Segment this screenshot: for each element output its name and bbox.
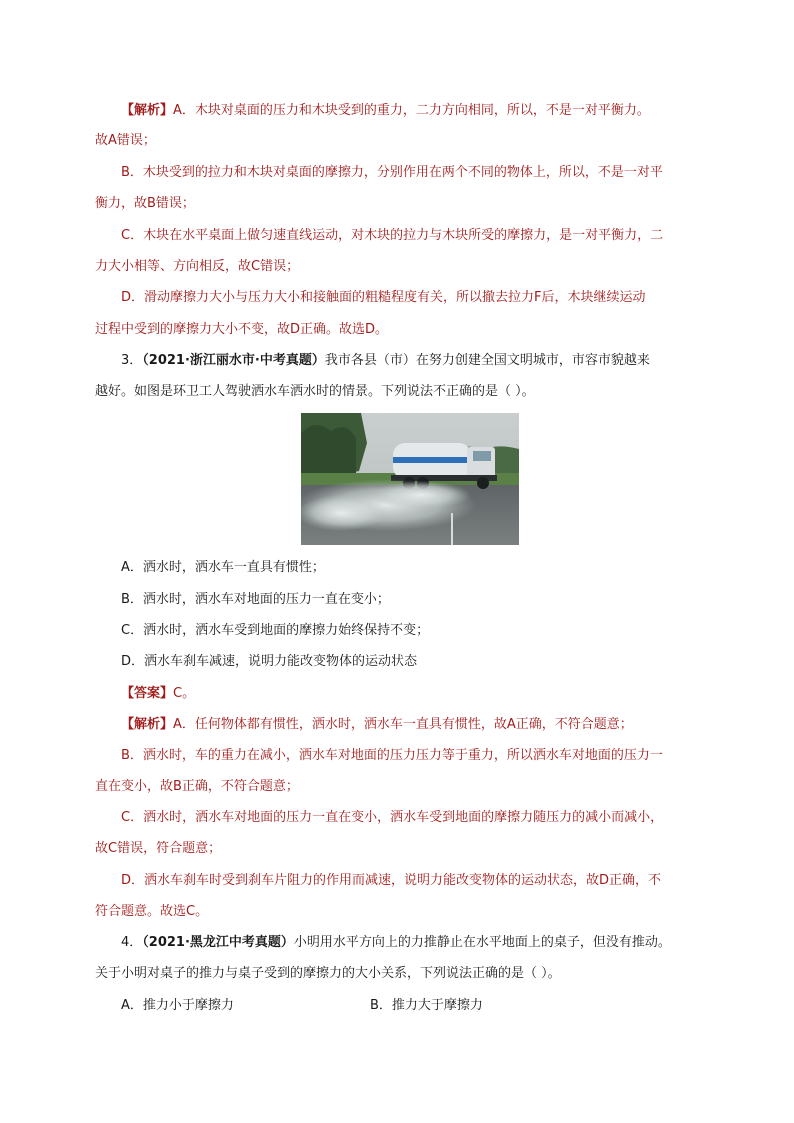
q3-option-c: C．洒水时，洒水车受到地面的摩擦力始终保持不变； (121, 623, 430, 638)
q3-analysis-line-5: 故C错误，符合题意； (95, 841, 222, 856)
q2-analysis-line-6: 力大小相等、方向相反，故C错误； (95, 259, 300, 274)
q3-option-b: B．洒水时，洒水车对地面的压力一直在变小； (121, 592, 390, 607)
q3-analysis-line-6: D．洒水车刹车时受到刹车片阻力的作用而减速，说明力能改变物体的运动状态，故D正确，不 (121, 873, 662, 888)
q4-source: （2021·黑龙江中考真题） (142, 935, 294, 950)
q2-analysis-line-2: 故A错误； (95, 133, 156, 148)
q3-option-a: A．洒水时，洒水车一直具有惯性； (121, 560, 325, 575)
q4-stem-line-1: 4．（2021·黑龙江中考真题）小明用水平方向上的力推静止在水平地面上的桌子，但没有推动。 (121, 935, 671, 950)
q4-stem-line-2: 关于小明对桌子的推力与桌子受到的摩擦力的大小关系，下列说法正确的是（ ）。 (95, 966, 561, 981)
q2-analysis-line-4: 衡力，故B错误； (95, 196, 195, 211)
q2-analysis-line-3: B．木块受到的拉力和木块对桌面的摩擦力，分别作用在两个不同的物体上，所以，不是一对平 (121, 165, 663, 180)
q3-number: 3． (121, 353, 143, 368)
q2-analysis-line-8: 过程中受到的摩擦力大小不变，故D正确。故选D。 (95, 322, 389, 337)
q3-analysis-line-3: 直在变小，故B正确，不符合题意； (95, 779, 299, 794)
sprinkler-truck-photo (301, 413, 519, 545)
q3-analysis-line-2: B．洒水时，车的重力在减小，洒水车对地面的压力压力等于重力，所以洒水车对地面的压力一 (121, 748, 663, 763)
q3-analysis-line-7: 符合题意。故选C。 (95, 904, 209, 919)
q3-analysis-line-1: 【解析】A．任何物体都有惯性，洒水时，洒水车一直具有惯性，故A正确，不符合题意； (121, 717, 633, 732)
q4-option-a: A．推力小于摩擦力 (121, 998, 234, 1013)
q2-analysis-line-5: C．木块在水平桌面上做匀速直线运动，对木块的拉力与木块所受的摩擦力，是一对平衡力，二 (121, 228, 664, 243)
q2-analysis-line-1: 【解析】A．木块对桌面的压力和木块受到的重力，二力方向相同，所以，不是一对平衡力。 (121, 103, 650, 118)
analysis-tag: 【解析】 (121, 717, 174, 732)
q3-analysis-line-4: C．洒水时，洒水车对地面的压力一直在变小，洒水车受到地面的摩擦力随压力的减小而减小， (121, 810, 664, 825)
q4-number: 4． (121, 935, 143, 950)
q3-stem-line-1: 3．（2021·浙江丽水市·中考真题）我市各县（市）在努力创建全国文明城市，市容市貌越来 (121, 353, 650, 368)
q3-stem-line-2: 越好。如图是环卫工人驾驶洒水车洒水时的情景。下列说法不正确的是（ ）。 (95, 384, 535, 399)
analysis-tag: 【解析】 (121, 103, 174, 118)
answer-tag: 【答案】 (121, 686, 174, 701)
q3-answer: 【答案】C。 (121, 686, 196, 701)
q3-option-d: D．洒水车刹车减速，说明力能改变物体的运动状态 (121, 654, 418, 669)
q4-option-b: B．推力大于摩擦力 (370, 998, 483, 1013)
q2-analysis-line-7: D．滑动摩擦力大小与压力大小和接触面的粗糙程度有关，所以撤去拉力F后，木块继续运动 (121, 290, 646, 305)
q3-source: （2021·浙江丽水市·中考真题） (142, 353, 325, 368)
